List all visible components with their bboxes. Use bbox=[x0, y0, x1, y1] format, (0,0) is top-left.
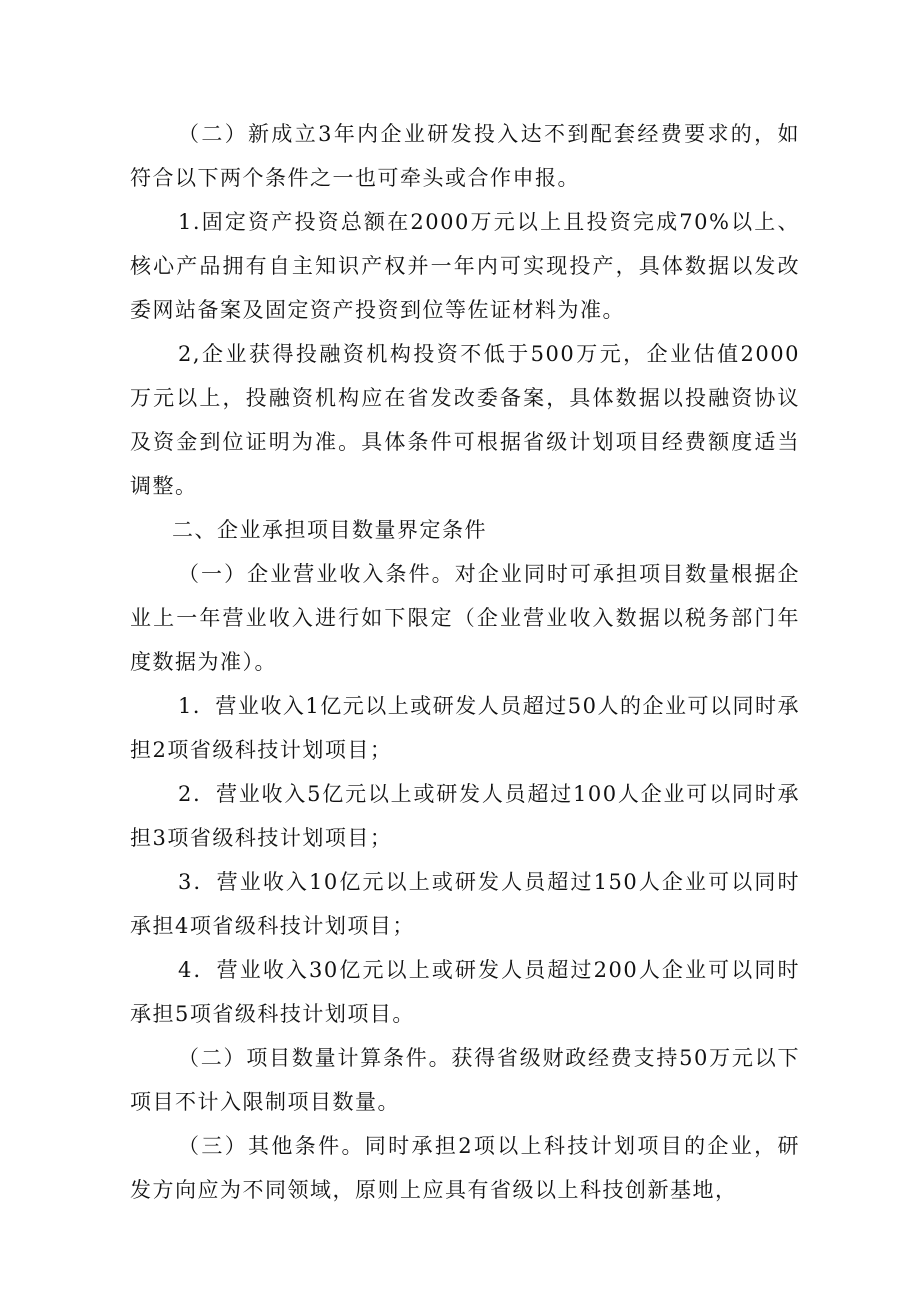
paragraph-investment-condition: 2,企业获得投融资机构投资不低于500万元，企业估值2000万元以上，投融资机构应在省发改委备案，具体数据以投融资协议及资金到位证明为准。具体条件可根据省级计划项目经费额度适当调整。 bbox=[130, 342, 800, 498]
list-item-revenue-4: 4．营业收入30亿元以上或研发人员超过200人企业可以同时承担5项省级科技计划项目。 bbox=[130, 958, 800, 1026]
paragraph-revenue-condition: （一）企业营业收入条件。对企业同时可承担项目数量根据企业上一年营业收入进行如下限定（企业营业收入数据以税务部门年度数据为准）。 bbox=[130, 562, 800, 674]
list-item-revenue-3: 3．营业收入10亿元以上或研发人员超过150人企业可以同时承担4项省级科技计划项目； bbox=[130, 870, 800, 938]
paragraph-new-company-condition: （二）新成立3年内企业研发投入达不到配套经费要求的，如符合以下两个条件之一也可牵头或合作申报。 bbox=[130, 122, 800, 190]
paragraph-other-conditions: （三）其他条件。同时承担2项以上科技计划项目的企业，研发方向应为不同领域，原则上应具有省级以上科技创新基地， bbox=[130, 1134, 800, 1202]
list-item-revenue-1: 1．营业收入1亿元以上或研发人员超过50人的企业可以同时承担2项省级科技计划项目； bbox=[130, 694, 800, 762]
section-heading-project-count: 二、企业承担项目数量界定条件 bbox=[172, 518, 487, 542]
paragraph-fixed-asset-condition: 1.固定资产投资总额在2000万元以上且投资完成70%以上、核心产品拥有自主知识产权并一年内可实现投产，具体数据以发改委网站备案及固定资产投资到位等佐证材料为准。 bbox=[130, 210, 800, 322]
paragraph-count-calculation: （二）项目数量计算条件。获得省级财政经费支持50万元以下项目不计入限制项目数量。 bbox=[130, 1046, 800, 1114]
list-item-revenue-2: 2．营业收入5亿元以上或研发人员超过100人企业可以同时承担3项省级科技计划项目； bbox=[130, 782, 800, 850]
